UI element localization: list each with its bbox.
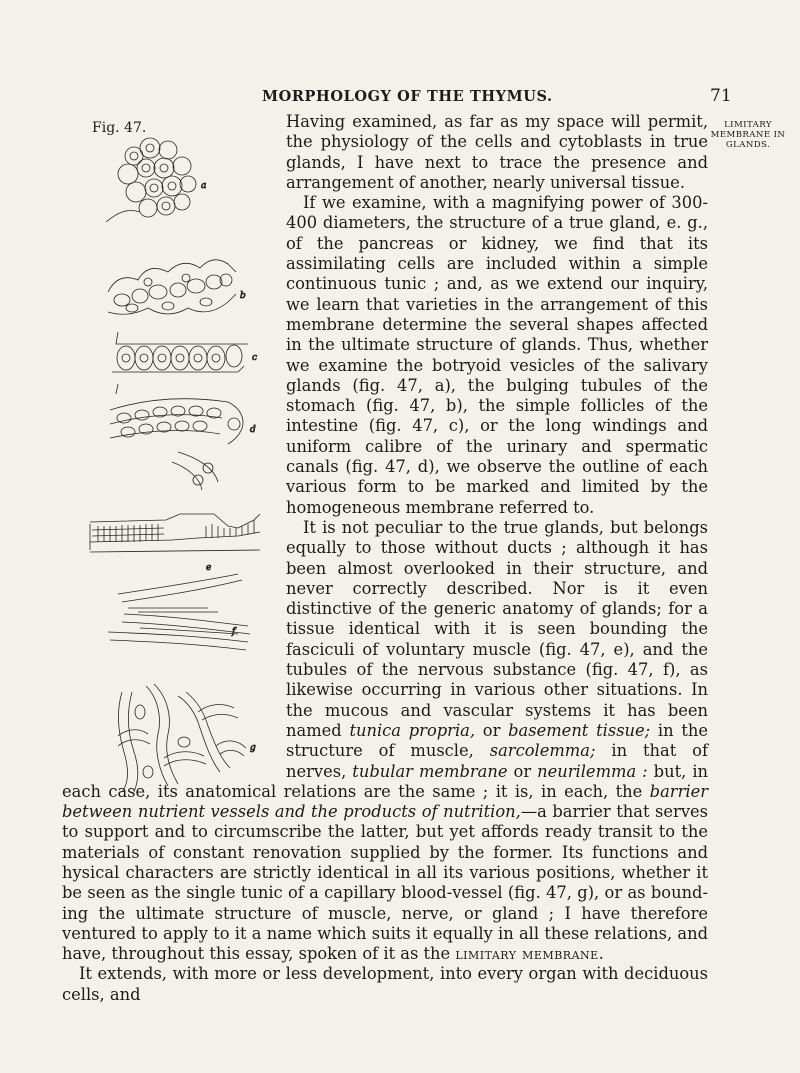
term-basement-tissue: basement tissue; (508, 720, 651, 740)
paragraph-3-text-b: in the structure of muscle, (286, 720, 708, 761)
figure-a-letter: a (201, 181, 207, 191)
term-barrier: barrier between nutrient vessels and the products of nutrition, (62, 781, 708, 822)
figure-c-letter: c (252, 353, 258, 363)
paragraph-3-text-d: but, in each case, its anatomical relations are the same ; it is, in each, the (62, 761, 709, 801)
term-limitary-membrane: limitary membrane. (455, 944, 605, 964)
body-text (62, 112, 708, 1005)
figure-float-space (62, 112, 286, 766)
term-sarcolemma: sarcolemma; (489, 741, 596, 761)
paragraph-2: If we examine, with a magnifying power of 300-400 diameters, the structure of a true gland, e. g., of the pancreas or kidney, we find that its assimilating cells are included within a simple continuous tunic ; and, as we extend our inquiry, we learn that varieties in the arrangement of this membrane determine the several shapes affected in the ultimate structure of glands. Thus, whether we examine the botryoid vesicles of the salivary glands (fig. 47, a), the bulging tubules of the stomach (fig. 47, b), the simple follicles of the intestine (fig. 47, c), or the long windings and uniform calibre of the urinary and spermatic canals (fig. 47, d), we observe the outline of each various form to be marked and limited by the homogeneous membrane referred to. (286, 193, 708, 517)
paragraph-1: Having examined, as far as my space will permit, the physiology of the cells and cytoblasts in true glands, I have next to trace the presence and arrangement of another, nearly universal tissue. (286, 112, 708, 192)
running-head (0, 86, 800, 110)
term-tubular-membrane: tubular membrane (352, 761, 508, 781)
paragraph-3-text-c: in that of nerves, (286, 741, 708, 781)
margin-note: LIMITARY MEMBRANE IN GLANDS. (710, 120, 786, 150)
figure-f-letter: f (232, 627, 236, 637)
figure-label: Fig. 47. (92, 120, 147, 136)
page-number: 71 (710, 86, 732, 106)
figure-e-letter: e (206, 563, 212, 573)
term-tunica-propria: tunica propria, (349, 720, 476, 740)
paragraph-3-text-a: It is not peculiar to the true glands, but belongs equally to those without ducts ; although it has been almost overlooked in their structure, and never correctly described. Nor is it even distinctive of the generic anatomy of glands; for a tissue identical with it is seen bounding the fasciculi of voluntary muscle (fig. 47, e), and the tubules of the nervous substance (fig. 47, f), as likewise occurring in various other situations. In the mucous and vascular systems it has been named (286, 517, 708, 740)
term-neurilemma: neurilemma : (537, 761, 648, 781)
figure-d-letter: d (250, 425, 256, 435)
running-title: MORPHOLOGY OF THE THYMUS. (262, 88, 553, 105)
paragraph-4: It extends, with more or less development, into every organ with deciduous cells, and (62, 964, 708, 1004)
figure-b-letter: b (240, 291, 246, 301)
figure-g-letter: g (250, 743, 256, 753)
paragraph-3-or-1: or (475, 720, 509, 740)
paragraph-3-or-2: or (507, 761, 538, 781)
paragraph-3-text-e: —a barrier that serves to support and to circumscribe the latter, but yet affords ready transit to the materials of constant renovation supplied by the former. Its functions and hysical characters are strictly identical in all its various positions, whether it be seen as the single tunic of a capillary blood-vessel (fig. 47, g), or as bounding the ultimate structure of muscle, nerve, or gland ; I have therefore ventured to apply to it a name which suits it equally in all these relations, and have, throughout this essay, spoken of it as the (62, 802, 709, 964)
